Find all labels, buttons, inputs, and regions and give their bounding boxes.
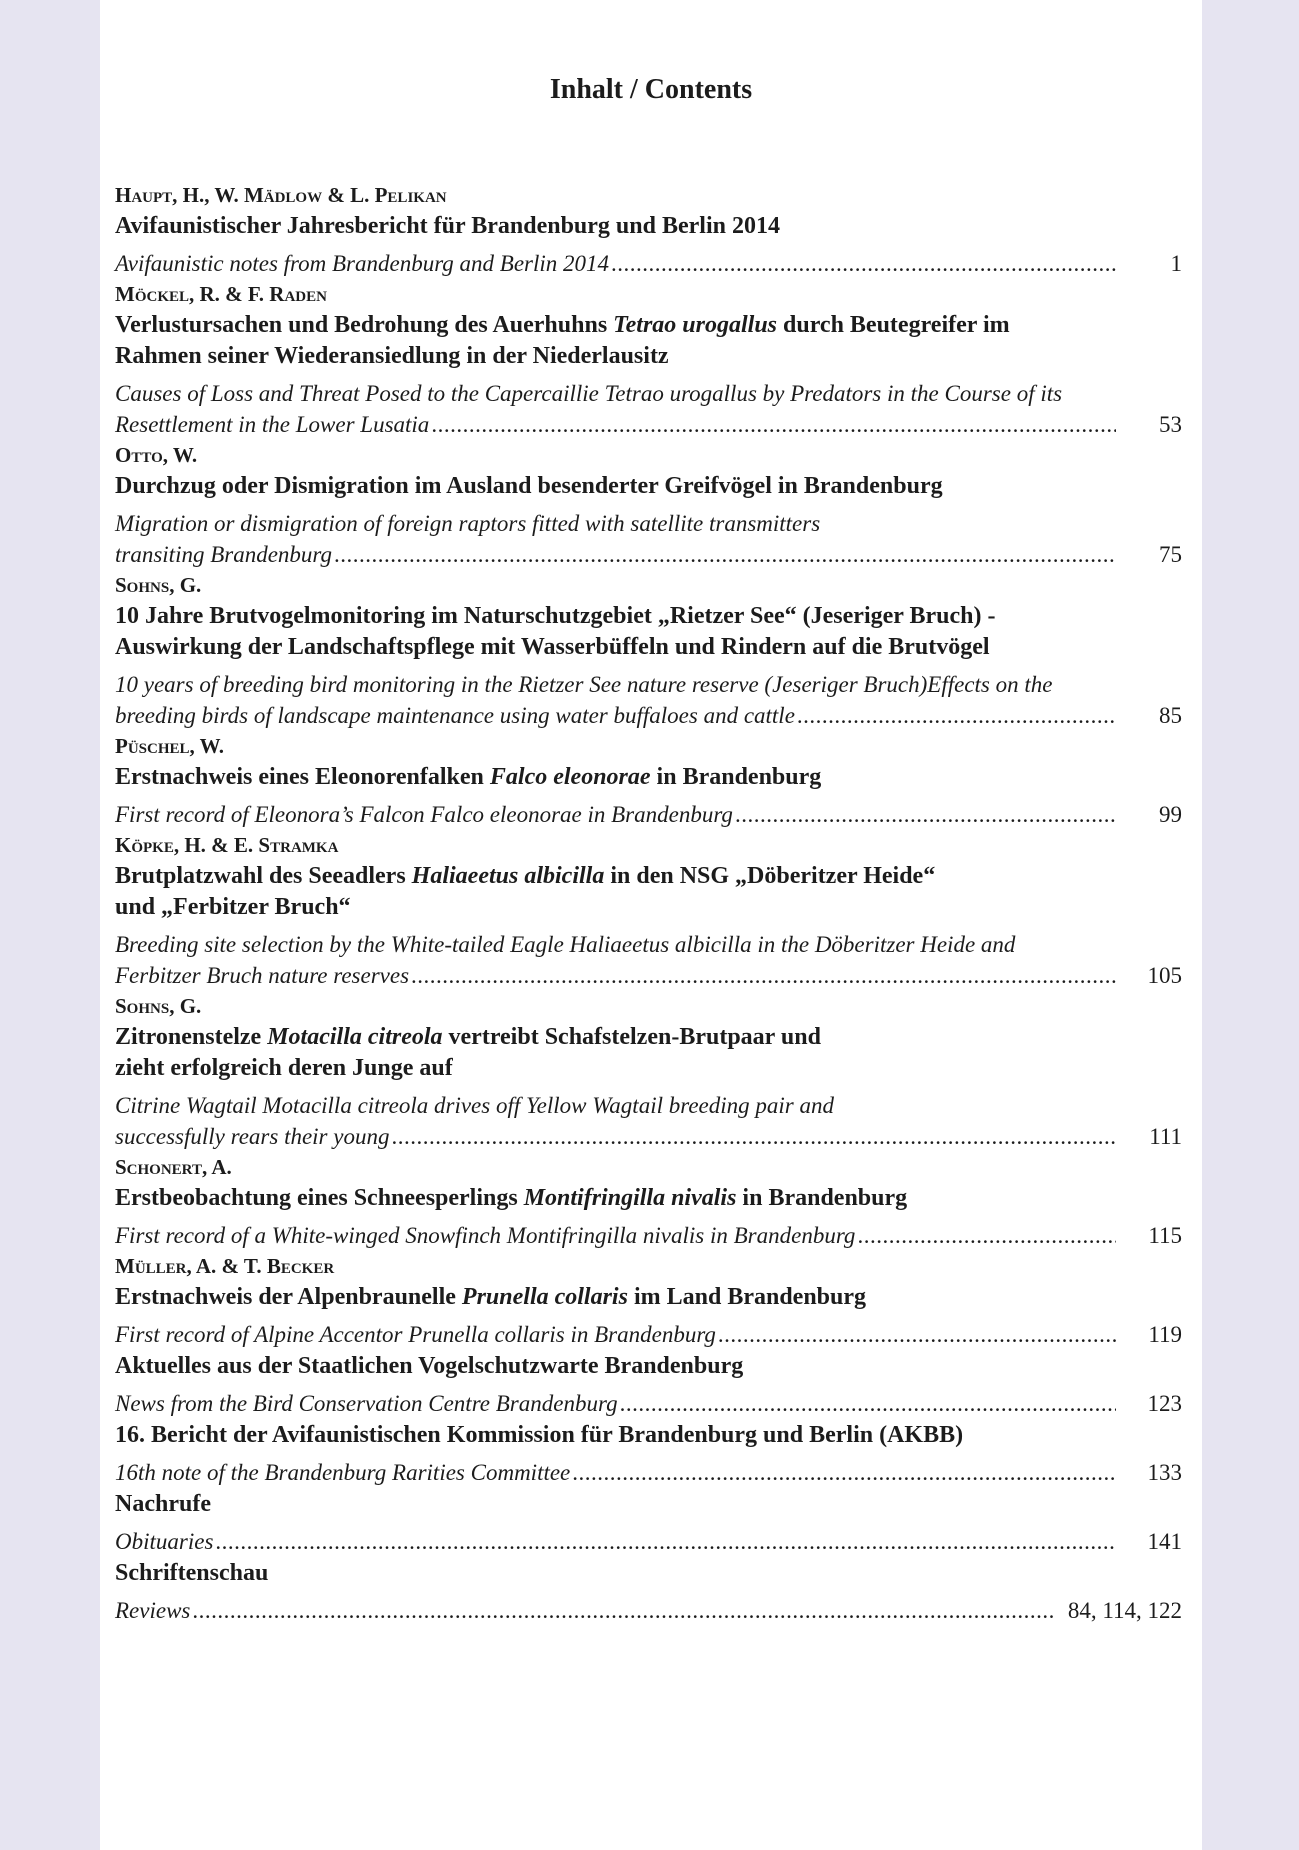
toc-line[interactable] xyxy=(115,1319,1182,1350)
entry-authors: Schonert, A. xyxy=(115,1155,232,1179)
page-number: 105 xyxy=(1147,963,1182,988)
species-name: Prunella collaris xyxy=(461,1284,628,1310)
species-name: Haliaeetus albicilla xyxy=(411,863,605,889)
entry-german-title: Schriftenschau xyxy=(115,1560,269,1586)
toc-line[interactable] xyxy=(115,1220,1182,1251)
toc-line[interactable] xyxy=(115,799,1182,830)
entry-german-title: Erstbeobachtung eines Schneesperlings Montifringilla nivalis in Brandenburg xyxy=(115,1185,908,1211)
entry-english-title: Ferbitzer Bruch nature reserves xyxy=(115,963,410,988)
entry-english-title: News from the Bird Conservation Centre Brandenburg xyxy=(115,1391,618,1416)
entry-english-title: transiting Brandenburg xyxy=(115,542,333,567)
dot-leader xyxy=(620,1388,1116,1419)
toc-line[interactable] xyxy=(115,248,1182,279)
page-title: Inhalt / Contents xyxy=(549,74,753,105)
entry-english-title-line1: Breeding site selection by the White-tailed Eagle Haliaeetus albicilla in the Döberitzer Heide and xyxy=(115,932,1016,957)
species-name: Montifringilla nivalis xyxy=(523,1185,737,1211)
entry-german-title: Erstnachweis der Alpenbraunelle Prunella collaris im Land Brandenburg xyxy=(115,1284,867,1310)
toc-line[interactable] xyxy=(115,409,1182,440)
toc-entry xyxy=(115,731,1182,830)
toc-entry xyxy=(115,1251,1182,1350)
entry-authors: Haupt, H., W. Mädlow & L. Pelikan xyxy=(115,183,447,207)
dot-leader xyxy=(431,409,1116,440)
dot-leader xyxy=(215,1526,1116,1557)
entry-english-title: Avifaunistic notes from Brandenburg and Berlin 2014 xyxy=(115,251,610,276)
toc-entry xyxy=(115,991,1182,1152)
page-number: 123 xyxy=(1147,1391,1182,1416)
entry-german-title-line2: Auswirkung der Landschaftspflege mit Wasserbüffeln und Rindern auf die Brutvögel xyxy=(115,634,990,660)
entry-german-title-line2: zieht erfolgreich deren Junge auf xyxy=(115,1055,453,1081)
entry-english-title-line1: Citrine Wagtail Motacilla citreola drives off Yellow Wagtail breeding pair and xyxy=(115,1093,834,1118)
entry-english-title: First record of Alpine Accentor Prunella collaris in Brandenburg xyxy=(115,1322,716,1347)
species-name: Tetrao urogallus xyxy=(613,312,777,338)
page-number: 119 xyxy=(1148,1322,1182,1347)
species-name: Motacilla citreola xyxy=(267,1024,443,1050)
toc-line[interactable] xyxy=(115,1121,1182,1152)
entry-german-title: Verlustursachen und Bedrohung des Auerhuhns Tetrao urogallus durch Beutegreifer im xyxy=(115,312,1010,338)
toc-entry xyxy=(115,440,1182,570)
page-number: 75 xyxy=(1159,542,1182,567)
entry-german-title-line2: und „Ferbitzer Bruch“ xyxy=(115,894,351,920)
toc-entry xyxy=(115,1420,1182,1488)
dot-leader xyxy=(192,1595,1056,1626)
page-number: 84, 114, 122 xyxy=(1067,1598,1182,1623)
dot-leader xyxy=(718,1319,1116,1350)
dot-leader xyxy=(797,700,1116,731)
toc-entry xyxy=(115,180,1182,279)
toc-line[interactable] xyxy=(115,700,1182,731)
dot-leader xyxy=(411,960,1116,991)
entry-english-title: First record of Eleonora’s Falcon Falco eleonorae in Brandenburg xyxy=(115,802,733,827)
entry-authors: Müller, A. & T. Becker xyxy=(115,1254,335,1278)
entry-authors: Otto, W. xyxy=(115,443,198,467)
toc-entry xyxy=(115,279,1182,440)
entry-authors: Püschel, W. xyxy=(115,734,224,758)
toc-entry xyxy=(115,1489,1182,1557)
entry-english-title-line1: Causes of Loss and Threat Posed to the Capercaillie Tetrao urogallus by Predators in the Course of its xyxy=(115,381,1063,406)
entry-english-title-line1: 10 years of breeding bird monitoring in the Rietzer See nature reserve (Jeseriger Bruch)Effects on the xyxy=(115,672,1053,697)
entry-german-title: Aktuelles aus der Staatlichen Vogelschutzwarte Brandenburg xyxy=(115,1353,744,1379)
entry-english-title: 16th note of the Brandenburg Rarities Committee xyxy=(115,1460,571,1485)
contents-page xyxy=(100,0,1202,1850)
toc-entry xyxy=(115,830,1182,991)
entry-german-title: Avifaunistischer Jahresbericht für Brandenburg und Berlin 2014 xyxy=(115,213,780,239)
page-number: 115 xyxy=(1148,1223,1182,1248)
toc-entry xyxy=(115,1152,1182,1251)
toc-line[interactable] xyxy=(115,1388,1182,1419)
toc-entry xyxy=(115,1351,1182,1419)
entry-german-title: 16. Bericht der Avifaunistischen Kommission für Brandenburg und Berlin (AKBB) xyxy=(115,1422,964,1448)
toc-line[interactable] xyxy=(115,1526,1182,1557)
toc-line[interactable] xyxy=(115,1595,1182,1626)
page-number: 111 xyxy=(1149,1124,1182,1149)
table-of-contents xyxy=(115,180,1182,1626)
entry-english-title: Obituaries xyxy=(115,1529,214,1554)
entry-authors: Sohns, G. xyxy=(115,573,202,597)
entry-authors: Sohns, G. xyxy=(115,994,202,1018)
species-name: Falco eleonorae xyxy=(489,764,651,790)
entry-german-title: Durchzug oder Dismigration im Ausland besenderter Greifvögel in Brandenburg xyxy=(115,473,943,499)
entry-english-title: breeding birds of landscape maintenance using water buffaloes and cattle xyxy=(115,703,795,728)
entry-english-title: Reviews xyxy=(115,1598,191,1623)
toc-line[interactable] xyxy=(115,960,1182,991)
entry-german-title: 10 Jahre Brutvogelmonitoring im Naturschutzgebiet „Rietzer See“ (Jeseriger Bruch) - xyxy=(115,603,996,629)
page-number: 1 xyxy=(1170,251,1182,276)
page-number: 141 xyxy=(1147,1529,1182,1554)
page-number: 133 xyxy=(1147,1460,1182,1485)
entry-english-title: Resettlement in the Lower Lusatia xyxy=(115,412,430,437)
entry-english-title-line1: Migration or dismigration of foreign raptors fitted with satellite transmitters xyxy=(115,511,821,536)
entry-authors: Möckel, R. & F. Raden xyxy=(115,282,327,306)
dot-leader xyxy=(857,1220,1116,1251)
entry-german-title: Erstnachweis eines Eleonorenfalken Falco eleonorae in Brandenburg xyxy=(115,764,822,790)
dot-leader xyxy=(611,248,1116,279)
dot-leader xyxy=(391,1121,1116,1152)
page-number: 85 xyxy=(1159,703,1182,728)
entry-german-title: Brutplatzwahl des Seeadlers Haliaeetus albicilla in den NSG „Döberitzer Heide“ xyxy=(115,863,936,889)
page-number: 99 xyxy=(1159,802,1182,827)
entry-german-title-line2: Rahmen seiner Wiederansiedlung in der Niederlausitz xyxy=(115,343,669,369)
dot-leader xyxy=(735,799,1116,830)
dot-leader xyxy=(334,539,1116,570)
entry-german-title: Nachrufe xyxy=(115,1491,211,1517)
entry-english-title: successfully rears their young xyxy=(115,1124,390,1149)
entry-german-title: Zitronenstelze Motacilla citreola vertreibt Schafstelzen-Brutpaar und xyxy=(115,1024,821,1050)
page-number: 53 xyxy=(1159,412,1182,437)
dot-leader xyxy=(572,1457,1116,1488)
toc-entry xyxy=(115,570,1182,731)
entry-english-title: First record of a White-winged Snowfinch Montifringilla nivalis in Brandenburg xyxy=(115,1223,856,1248)
toc-line[interactable] xyxy=(115,1457,1182,1488)
toc-entry xyxy=(115,1558,1182,1626)
toc-line[interactable] xyxy=(115,539,1182,570)
entry-authors: Köpke, H. & E. Stramka xyxy=(115,833,339,857)
